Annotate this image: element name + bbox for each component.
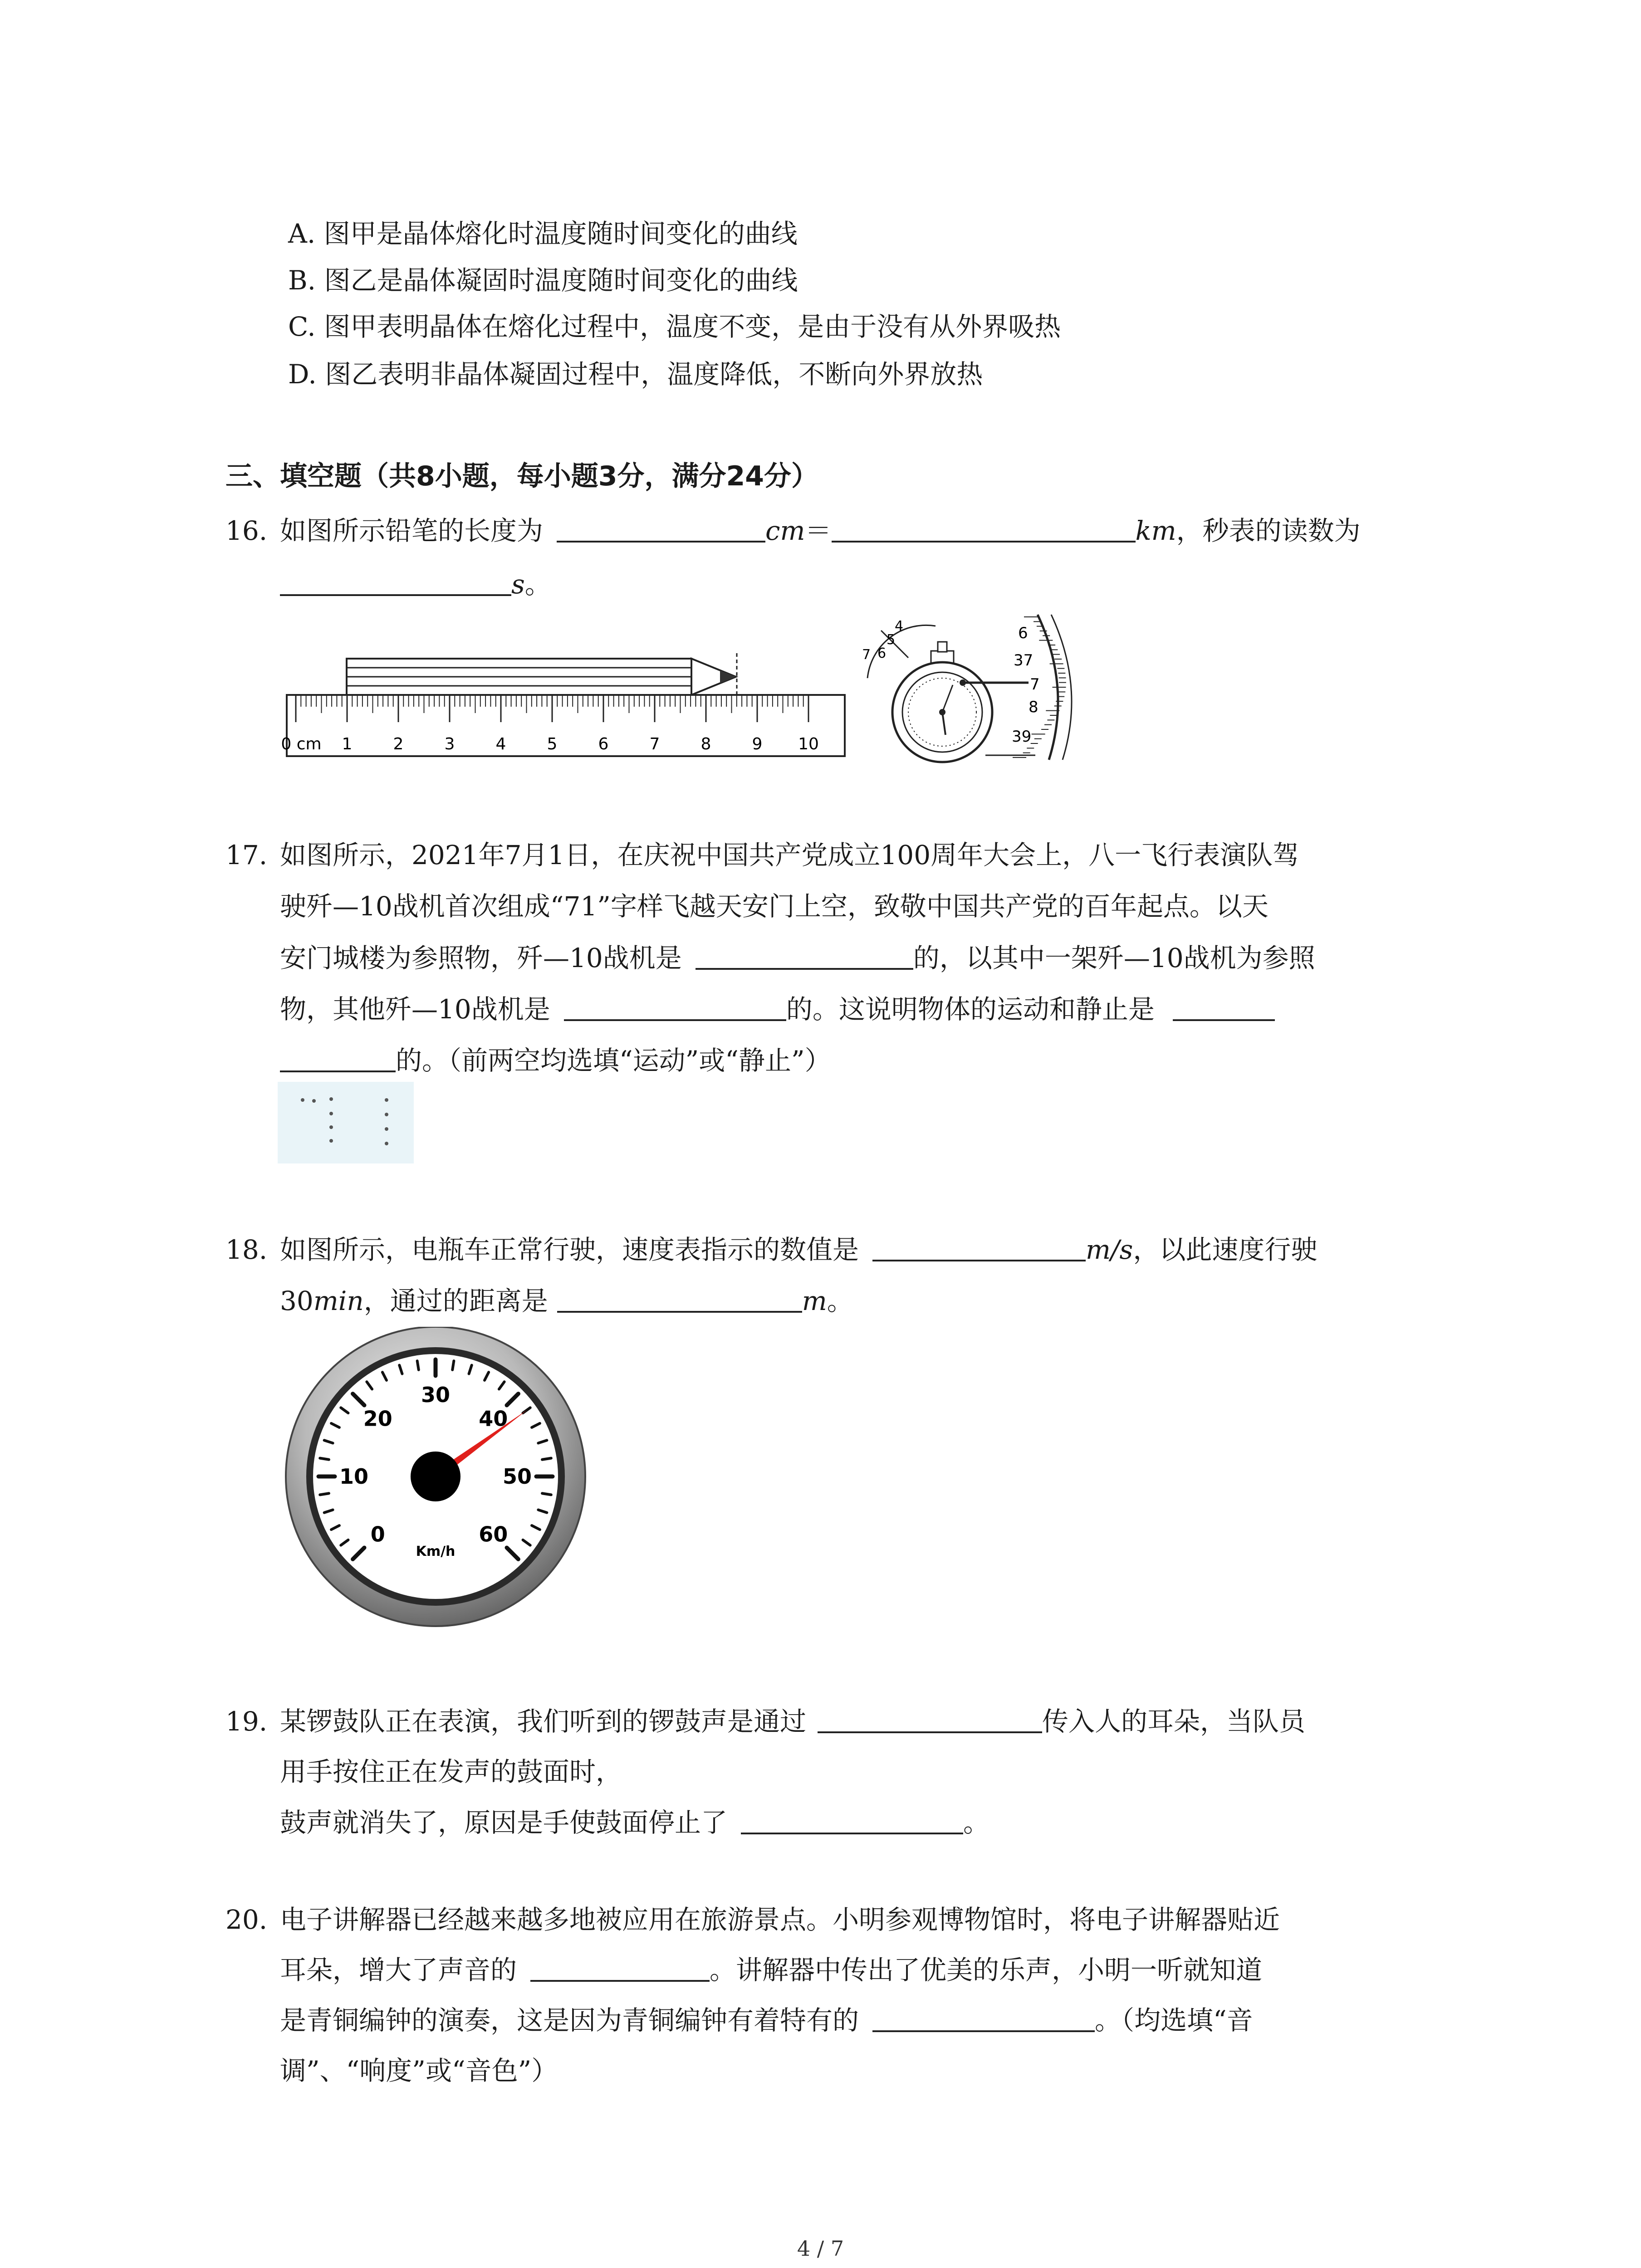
stopwatch-figure	[849, 606, 1085, 773]
scale-label: 39	[1012, 728, 1032, 746]
q18-line-1	[280, 1232, 1317, 1268]
answer-blank[interactable]	[872, 1232, 1086, 1261]
q19-text: 鼓声就消失了，原因是手使鼓面停止了	[280, 1807, 728, 1838]
stopwatch	[862, 618, 1035, 762]
unit-min: min	[313, 1286, 364, 1316]
q17-text: 物，其他歼—10战机是	[280, 994, 550, 1025]
q18-text: 30	[280, 1286, 314, 1316]
ruler-label: 9	[752, 735, 763, 753]
q20-text: 是青铜编钟的演奏，这是因为青铜编钟有着特有的	[280, 2005, 859, 2036]
ruler-label: 3	[444, 735, 455, 753]
q19-line-2: 用手按住正在发声的鼓面时，	[280, 1756, 622, 1787]
option-b: B. 图乙是晶体凝固时温度随时间变化的曲线	[288, 265, 798, 296]
q19-text: 某锣鼓队正在表演，我们听到的锣鼓声是通过	[280, 1706, 807, 1737]
gauge-tick	[542, 1458, 551, 1460]
ruler-label: 4	[495, 735, 506, 753]
ruler-label: 5	[547, 735, 558, 753]
answer-blank[interactable]	[557, 513, 765, 543]
gauge-label: 20	[363, 1406, 392, 1431]
gauge-tick	[320, 1493, 329, 1495]
small-dial-label: 4	[895, 618, 904, 634]
q16-line-2	[280, 566, 551, 602]
period: 。	[827, 1286, 853, 1316]
ruler	[281, 695, 845, 756]
unit-s: s	[511, 569, 525, 600]
q20-line-3	[280, 2002, 1253, 2038]
q17-line-4	[280, 991, 1275, 1027]
ruler-label: 1	[342, 735, 353, 753]
answer-blank[interactable]	[741, 1805, 963, 1834]
q20-line-4: 调”、“响度”或“音色”）	[280, 2055, 558, 2086]
formation-image	[278, 1082, 414, 1163]
q17-line-2: 驶歼—10战机首次组成“71”字样飞越天安门上空，致敬中国共产党的百年起点。以天	[280, 891, 1269, 922]
option-a: A. 图甲是晶体熔化时温度随时间变化的曲线	[288, 218, 798, 249]
q20-text: 。（均选填“音	[1095, 2005, 1253, 2036]
scale-label: 37	[1014, 651, 1034, 670]
q17-text: 的。（前两空均选填“运动”或“静止”）	[396, 1045, 831, 1076]
answer-blank[interactable]	[280, 1043, 396, 1072]
q19-line-1	[280, 1703, 1305, 1740]
gauge-label: 10	[339, 1464, 369, 1489]
period: 。	[963, 1807, 990, 1838]
q16-text: 如图所示铅笔的长度为	[280, 515, 544, 546]
page-number: 4 / 7	[797, 2236, 844, 2261]
answer-blank[interactable]	[832, 513, 1136, 543]
answer-blank[interactable]	[696, 941, 913, 970]
q20-text: 耳朵，增大了声音的	[280, 1955, 517, 1985]
period: 。	[524, 569, 551, 600]
small-dial-label: 7	[862, 647, 871, 663]
unit-km: km	[1135, 515, 1176, 546]
scale-label: 7	[1030, 675, 1040, 694]
gauge-label: 40	[479, 1406, 508, 1431]
q18-text: ，通过的距离是	[363, 1286, 548, 1316]
answer-blank[interactable]	[530, 1953, 710, 1982]
gauge-label: 50	[502, 1464, 532, 1489]
question-number: 17.	[225, 840, 268, 870]
answer-blank[interactable]	[872, 2003, 1095, 2032]
q18-text: 如图所示，电瓶车正常行驶，速度表指示的数值是	[280, 1234, 859, 1265]
ruler-label: 7	[649, 735, 660, 753]
gauge-tick	[417, 1361, 419, 1370]
scale-label: 8	[1029, 698, 1038, 716]
gauge-unit: Km/h	[416, 1544, 456, 1559]
q20-line-1: 电子讲解器已经越来越多地被应用在旅游景点。小明参观博物馆时，将电子讲解器贴近	[280, 1904, 1280, 1935]
q19-line-3	[280, 1804, 989, 1841]
small-dial-label: 6	[877, 645, 887, 661]
gauge-label: 30	[421, 1383, 451, 1407]
equals-sign: ＝	[805, 515, 832, 546]
pencil	[347, 653, 737, 699]
q16-text: ，秒表的读数为	[1176, 515, 1361, 546]
gauge-label: 0	[370, 1522, 385, 1547]
q20-text: 。讲解器中传出了优美的乐声，小明一听就知道	[710, 1955, 1263, 1985]
q20-line-2	[280, 1952, 1262, 1988]
answer-blank[interactable]	[557, 1284, 802, 1313]
answer-blank[interactable]	[280, 567, 511, 596]
q18-line-2	[280, 1283, 853, 1319]
q16-line-1	[280, 513, 1361, 549]
ruler-label: 6	[598, 735, 609, 753]
unit-m: m	[802, 1286, 827, 1316]
q17-text: 安门城楼为参照物，歼—10战机是	[280, 943, 682, 973]
scale-label: 6	[1018, 624, 1028, 642]
option-c: C. 图甲表明晶体在熔化过程中，温度不变，是由于没有从外界吸热	[288, 311, 1061, 342]
speedometer-figure	[281, 1327, 599, 1635]
gauge-tick	[452, 1361, 454, 1370]
gauge-tick	[320, 1458, 329, 1460]
stopwatch-scale	[1012, 615, 1072, 760]
q17-text: 的，以其中一架歼—10战机为参照	[913, 943, 1315, 973]
answer-blank[interactable]	[564, 992, 786, 1021]
section-heading: 三、填空题（共8小题，每小题3分，满分24分）	[225, 460, 818, 492]
q17-line-5	[280, 1042, 831, 1079]
unit-cm: cm	[765, 515, 805, 546]
question-number: 16.	[225, 515, 268, 546]
ruler-label: 2	[393, 735, 404, 753]
answer-blank[interactable]	[1173, 992, 1275, 1021]
answer-blank[interactable]	[818, 1704, 1042, 1733]
q17-line-1: 如图所示，2021年7月1日，在庆祝中国共产党成立100周年大会上，八一飞行表演队驾	[280, 840, 1299, 870]
pencil-ruler-figure	[278, 644, 849, 767]
option-d: D. 图乙表明非晶体凝固过程中，温度降低，不断向外界放热	[288, 359, 983, 390]
gauge-hub	[411, 1452, 460, 1501]
q18-text: ，以此速度行驶	[1133, 1234, 1318, 1265]
question-number: 20.	[225, 1904, 268, 1935]
ruler-label: 0 cm	[281, 735, 322, 753]
ruler-label: 10	[798, 735, 819, 753]
q19-text: 传入人的耳朵，当队员	[1042, 1706, 1306, 1737]
q17-text: 的。这说明物体的运动和静止是	[786, 994, 1155, 1025]
question-number: 19.	[225, 1706, 268, 1737]
ruler-label: 8	[700, 735, 711, 753]
unit-m-per-s: m/s	[1086, 1234, 1133, 1265]
q17-line-3	[280, 940, 1315, 976]
gauge-tick	[542, 1493, 551, 1495]
small-dial-label: 5	[887, 632, 896, 648]
gauge-label: 60	[479, 1522, 508, 1547]
question-number: 18.	[225, 1234, 268, 1265]
